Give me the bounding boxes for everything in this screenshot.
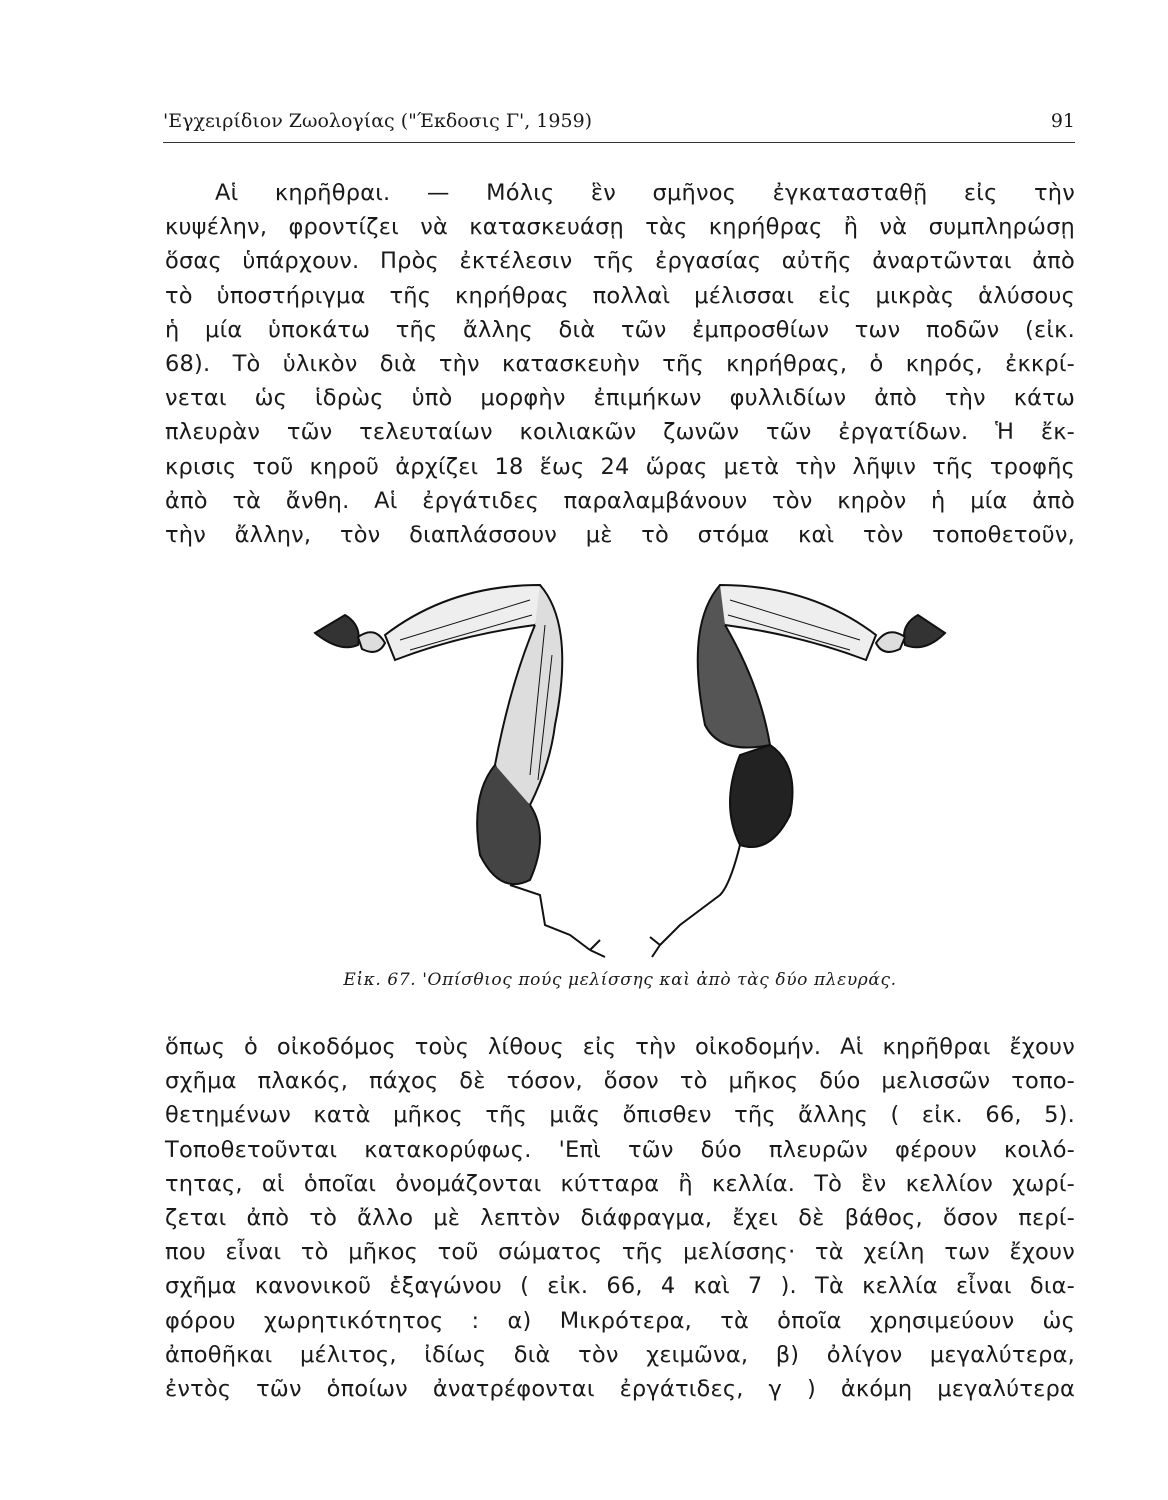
text-line: ὅσας ὑπάρχουν. Πρὸς ἐκτέλεσιν τῆς ἐργασίας αὐτῆς ἀναρτῶνται ἀπὸ <box>165 248 1075 275</box>
text-line: κυψέλην, φροντίζει νὰ κατασκευάσῃ τὰς κηρήθρας ἢ νὰ συμπληρώσῃ <box>165 214 1075 241</box>
figure-caption: Εἰκ. 67. 'Οπίσθιος πούς μελίσσης καὶ ἀπὸ τὰς δύο πλευράς. <box>343 970 897 990</box>
text-line: ζεται ἀπὸ τὸ ἄλλο μὲ λεπτὸν διάφραγμα, ἔχει δὲ βάθος, ὅσον περί- <box>165 1204 1075 1231</box>
right-leg-drawing <box>650 585 945 957</box>
running-title: 'Εγχειρίδιον Ζωολογίας ("Έκδοσις Γ', 1959) <box>163 110 593 132</box>
text-line: θετημένων κατὰ μῆκος τῆς μιᾶς ὄπισθεν τῆς ἄλλης ( εἰκ. 66, 5). <box>165 1102 1075 1129</box>
text-line: που εἶναι τὸ μῆκος τοῦ σώματος τῆς μελίσσης· τὰ χείλη των ἔχουν <box>165 1239 1075 1266</box>
page-header <box>163 106 1075 143</box>
paragraph-1 <box>165 176 1075 552</box>
text-line: σχῆμα κανονικοῦ ἑξαγώνου ( εἰκ. 66, 4 καὶ 7 ). Τὰ κελλία εἶναι δια- <box>165 1273 1075 1300</box>
left-leg-drawing <box>315 585 605 957</box>
text-line: Αἱ κηρῆθραι. — Μόλις ἓν σμῆνος ἐγκατασταθῇ εἰς τὴν <box>215 180 1075 206</box>
text-line: τητας, αἱ ὁποῖαι ὀνομάζονται κύτταρα ἢ κελλία. Τὸ ἓν κελλίον χωρί- <box>165 1170 1075 1197</box>
text-line: τὸ ὑποστήριγμα τῆς κηρήθρας πολλαὶ μέλισσαι εἰς μικρὰς ἁλύσους <box>165 282 1075 309</box>
text-line: ἡ μία ὑποκάτω τῆς ἄλλης διὰ τῶν ἐμπροσθίων των ποδῶν (εἰκ. <box>165 316 1075 343</box>
text-line: ἀποθῆκαι μέλιτος, ἰδίως διὰ τὸν χειμῶνα, β) ὀλίγον μεγαλύτερα, <box>165 1341 1075 1368</box>
text-line: Τοποθετοῦνται κατακορύφως. 'Επὶ τῶν δύο πλευρῶν φέρουν κοιλό- <box>165 1136 1075 1163</box>
text-line: νεται ὡς ἱδρὼς ὑπὸ μορφὴν ἐπιμήκων φυλλιδίων ἀπὸ τὴν κάτω <box>165 385 1075 412</box>
text-line: ὅπως ὁ οἰκοδόμος τοὺς λίθους εἰς τὴν οἰκοδομήν. Αἱ κηρῆθραι ἔχουν <box>165 1034 1075 1060</box>
text-line: πλευρὰν τῶν τελευταίων κοιλιακῶν ζωνῶν τῶν ἐργατίδων. Ἡ ἔκ- <box>165 419 1075 446</box>
text-line: ἐντὸς τῶν ὁποίων ἀνατρέφονται ἐργάτιδες, γ ) ἀκόμη μεγαλύτερα <box>165 1375 1075 1402</box>
text-line: φόρου χωρητικότητος : α) Μικρότερα, τὰ ὁποῖα χρησιμεύουν ὡς <box>165 1307 1075 1334</box>
text-line: σχῆμα πλακός, πάχος δὲ τόσον, ὅσον τὸ μῆκος δύο μελισσῶν τοπο- <box>165 1068 1075 1095</box>
paragraph-2 <box>165 1030 1075 1406</box>
text-line: τὴν ἄλλην, τὸν διαπλάσσουν μὲ τὸ στόμα καὶ τὸν τοποθετοῦν, <box>165 521 1075 548</box>
text-line: ἀπὸ τὰ ἄνθη. Αἱ ἐργάτιδες παραλαμβάνουν τὸν κηρὸν ἡ μία ἀπὸ <box>165 487 1075 514</box>
page-number: 91 <box>1050 110 1075 132</box>
bee-hind-leg-illustration <box>300 565 960 970</box>
text-line: κρισις τοῦ κηροῦ ἀρχίζει 18 ἕως 24 ὥρας μετὰ τὴν λῆψιν τῆς τροφῆς <box>165 453 1075 480</box>
text-line: 68). Τὸ ὑλικὸν διὰ τὴν κατασκευὴν τῆς κηρήθρας, ὁ κηρός, ἐκκρί- <box>165 350 1075 377</box>
